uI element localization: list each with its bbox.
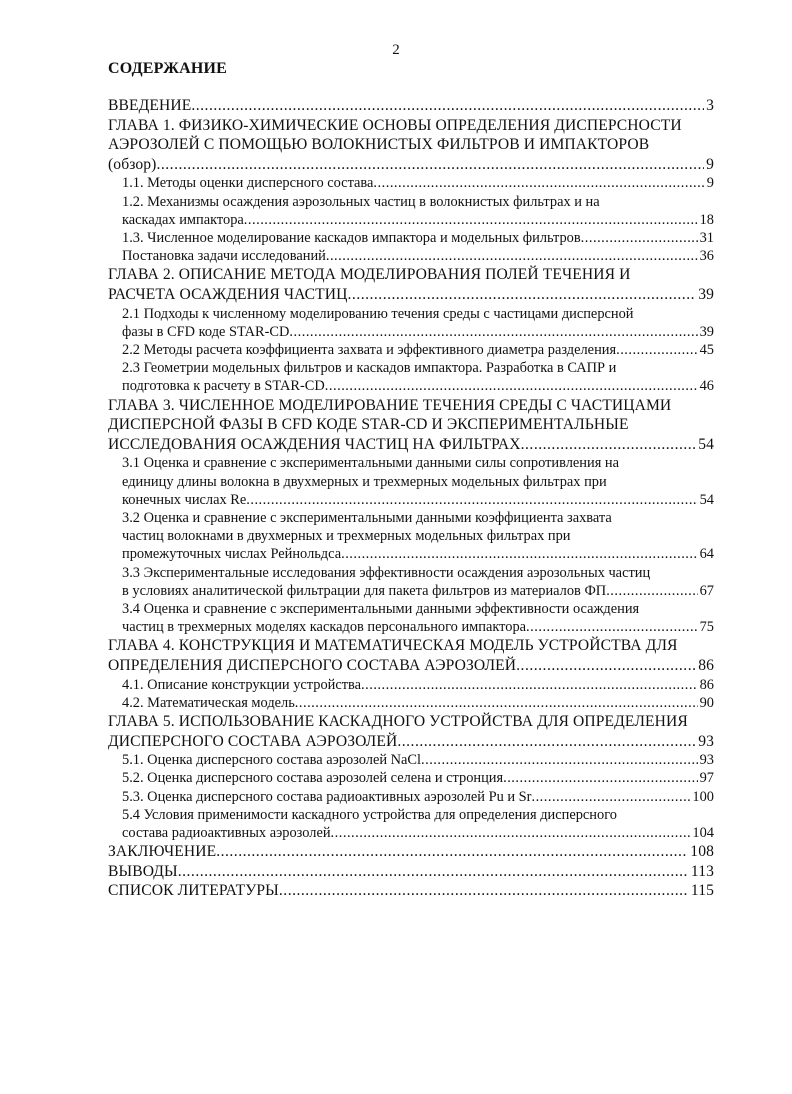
toc-entry — [108, 265, 714, 304]
toc-entry-text: частиц волокнами в двухмерных и трехмерных модельных фильтрах при — [122, 528, 571, 545]
toc-entry — [108, 564, 714, 600]
dot-leader — [503, 769, 698, 787]
dot-leader — [397, 732, 696, 752]
toc-entry-text: 1.3. Численное моделирование каскадов импактора и модельных фильтров — [122, 229, 581, 246]
toc-entry-page-number: 113 — [690, 862, 714, 880]
toc-entry-page-number: 18 — [699, 211, 714, 228]
dot-leader — [191, 96, 704, 116]
toc-entry-text: ДИСПЕРСНОГО СОСТАВА АЭРОЗОЛЕЙ — [108, 732, 398, 750]
dot-leader — [325, 377, 698, 395]
toc-entry-leader-line — [122, 751, 714, 769]
toc-entry-text: ГЛАВА 4. КОНСТРУКЦИЯ И МАТЕМАТИЧЕСКАЯ МОДЕЛЬ УСТРОЙСТВА ДЛЯ — [108, 637, 678, 655]
toc-entry-text: каскадах импактора — [122, 211, 244, 228]
toc-entry-text: ВЫВОДЫ — [108, 862, 178, 880]
toc-entry-text: 3.1 Оценка и сравнение с экспериментальными данными силы сопротивления на — [122, 455, 620, 472]
toc-entry — [108, 600, 714, 636]
toc-entry — [108, 96, 714, 116]
dot-leader — [279, 881, 689, 901]
dot-leader — [341, 545, 698, 563]
toc-entry-leader-line — [108, 862, 714, 882]
toc-entry — [108, 174, 714, 192]
toc-entry-leader-line — [122, 788, 714, 806]
toc-entry-text: ЗАКЛЮЧЕНИЕ — [108, 843, 217, 861]
toc-entry-leader-line — [108, 435, 714, 455]
toc-entry — [108, 193, 714, 229]
toc-entry-text: ГЛАВА 1. ФИЗИКО-ХИМИЧЕСКИЕ ОСНОВЫ ОПРЕДЕЛЕНИЯ ДИСПЕРСНОСТИ — [108, 116, 682, 134]
dot-leader — [326, 247, 698, 265]
toc-entry-leader-line — [122, 491, 714, 509]
toc-entry-text: 2.3 Геометрии модельных фильтров и каскадов импактора. Разработка в САПР и — [122, 360, 617, 377]
dot-leader — [526, 618, 698, 636]
toc-entry-page-number: 31 — [699, 229, 714, 246]
toc-entry — [108, 359, 714, 395]
toc-entry-text: фазы в CFD коде STAR-CD — [122, 323, 290, 340]
toc-entry-text: ОПРЕДЕЛЕНИЯ ДИСПЕРСНОГО СОСТАВА АЭРОЗОЛЕЙ — [108, 657, 517, 674]
toc-entry-leader-line — [108, 285, 714, 305]
dot-leader — [606, 582, 697, 600]
toc-entry-leader-line — [122, 211, 714, 229]
toc-entry-page-number: 64 — [699, 546, 714, 563]
toc-entry-text: АЭРОЗОЛЕЙ С ПОМОЩЬЮ ВОЛОКНИСТЫХ ФИЛЬТРОВ И ИМПАКТОРОВ — [108, 136, 650, 154]
toc-entry-leader-line — [108, 155, 714, 175]
toc-entry-text: ВВЕДЕНИЕ — [108, 97, 192, 114]
page-number: 2 — [392, 42, 400, 58]
toc-entry-leader-line — [122, 323, 714, 341]
toc-entry-leader-line — [122, 247, 714, 265]
toc-entry-page-number: 39 — [699, 323, 714, 340]
toc-entry — [108, 881, 714, 901]
toc-entry-leader-line — [122, 341, 714, 359]
toc-entry-page-number: 46 — [699, 378, 714, 395]
toc-entry — [108, 788, 714, 806]
toc-entry-page-number: 86 — [698, 657, 714, 674]
toc-entry-page-number: 86 — [699, 676, 714, 693]
toc-entry-leader-line — [122, 618, 714, 636]
toc-entry-text: (обзор) — [108, 155, 157, 173]
toc-entry-leader-line — [122, 582, 714, 600]
toc-entry-page-number: 100 — [692, 788, 714, 805]
toc-entry-text: 5.3. Оценка дисперсного состава радиоактивных аэрозолей Pu и Sr — [122, 788, 532, 805]
toc-entry-leader-line — [108, 842, 714, 862]
toc-entry-text: ИССЛЕДОВАНИЯ ОСАЖДЕНИЯ ЧАСТИЦ НА ФИЛЬТРАХ — [108, 435, 521, 453]
toc-entry-page-number: 90 — [699, 694, 714, 711]
dot-leader — [616, 341, 698, 359]
dot-leader — [361, 676, 698, 694]
dot-leader — [216, 842, 688, 862]
toc-entry-page-number: 54 — [699, 491, 714, 508]
dot-leader — [581, 229, 698, 247]
toc-entry-page-number: 108 — [690, 843, 714, 861]
dot-leader — [244, 211, 698, 229]
toc-entry-text: 4.2. Математическая модель — [122, 694, 295, 711]
toc-entry-text: в условиях аналитической фильтрации для пакета фильтров из материалов ФП — [122, 582, 607, 599]
toc-entry-text: 5.2. Оценка дисперсного состава аэрозолей селена и стронция — [122, 770, 504, 787]
toc-entry-text: 3.3 Экспериментальные исследования эффективности осаждения аэрозольных частиц — [122, 564, 651, 581]
dot-leader — [373, 174, 704, 192]
toc-entry-text: 5.4 Условия применимости каскадного устройства для определения дисперсного — [122, 806, 617, 823]
toc-entry-leader-line — [108, 732, 714, 752]
toc-entry-leader-line — [108, 881, 714, 901]
dot-leader — [348, 285, 697, 305]
dot-leader — [246, 491, 697, 509]
toc-entry-leader-line — [122, 174, 714, 192]
toc-entry-page-number: 39 — [698, 285, 714, 303]
toc-entry-text: состава радиоактивных аэрозолей — [122, 825, 331, 841]
toc-entry-page-number: 36 — [699, 248, 714, 265]
dot-leader — [178, 862, 689, 882]
toc-entry-leader-line — [108, 656, 714, 676]
toc-entry-leader-line — [122, 545, 714, 563]
toc-entry-leader-line — [122, 229, 714, 247]
toc-entry-leader-line — [122, 824, 714, 842]
dot-leader — [295, 694, 698, 712]
toc-entry-page-number: 45 — [699, 341, 714, 358]
toc-entry-leader-line — [122, 377, 714, 395]
toc-entry-text: ГЛАВА 5. ИСПОЛЬЗОВАНИЕ КАСКАДНОГО УСТРОЙСТВА ДЛЯ ОПРЕДЕЛЕНИЯ — [108, 713, 688, 730]
toc-entry-text: ГЛАВА 2. ОПИСАНИЕ МЕТОДА МОДЕЛИРОВАНИЯ ПОЛЕЙ ТЕЧЕНИЯ И — [108, 266, 631, 284]
toc-entry — [108, 229, 714, 247]
toc-entry-page-number: 115 — [690, 882, 714, 900]
toc-entry-page-number: 75 — [699, 619, 714, 636]
dot-leader — [289, 323, 697, 341]
toc-entry-text: Постановка задачи исследований — [122, 248, 326, 265]
dot-leader — [521, 435, 697, 455]
toc-title: СОДЕРЖАНИЕ — [108, 60, 228, 77]
toc-entry-page-number: 104 — [692, 825, 714, 841]
toc-entry-leader-line — [122, 769, 714, 787]
toc-entry-text: 1.1. Методы оценки дисперсного состава — [122, 175, 374, 192]
toc-entry-page-number: 9 — [706, 155, 714, 173]
toc-entry-leader-line — [122, 694, 714, 712]
toc-entry — [108, 712, 714, 751]
toc-entry-text: подготовка к расчету в STAR-CD — [122, 378, 325, 395]
toc-entry-page-number: 54 — [698, 435, 714, 453]
toc-entry-text: 1.2. Механизмы осаждения аэрозольных частиц в волокнистых фильтрах и на — [122, 193, 600, 210]
toc-entry-page-number: 93 — [698, 732, 714, 750]
toc-entry-text: ДИСПЕРСНОЙ ФАЗЫ В CFD КОДЕ STAR-CD И ЭКСПЕРИМЕНТАЛЬНЫЕ — [108, 416, 629, 434]
toc-entry-text: 3.2 Оценка и сравнение с экспериментальными данными коэффициента захвата — [122, 509, 612, 526]
toc-entry-text: ГЛАВА 3. ЧИСЛЕННОЕ МОДЕЛИРОВАНИЕ ТЕЧЕНИЯ СРЕДЫ С ЧАСТИЦАМИ — [108, 396, 672, 414]
toc-entry-text: 2.1 Подходы к численному моделированию течения среды с частицами дисперсной — [122, 305, 634, 322]
toc-entry-text: конечных числах Re — [122, 491, 247, 508]
toc-entry — [108, 806, 714, 842]
toc-entry — [108, 341, 714, 359]
toc-entry — [108, 769, 714, 787]
dot-leader — [516, 656, 696, 676]
toc-entry — [108, 396, 714, 455]
toc-entry-page-number: 3 — [706, 97, 714, 114]
toc-entry-text: 2.2 Методы расчета коэффициента захвата и эффективного диаметра разделения — [122, 341, 617, 358]
toc-entry-text: СПИСОК ЛИТЕРАТУРЫ — [108, 882, 279, 900]
toc-entry — [108, 247, 714, 265]
toc-entry — [108, 676, 714, 694]
toc-entry-page-number: 93 — [699, 752, 714, 769]
toc-entry-page-number: 97 — [699, 770, 714, 787]
toc-entry-text: 5.1. Оценка дисперсного состава аэрозолей NaCl — [122, 752, 422, 769]
toc-entry — [108, 694, 714, 712]
toc-entry-page-number: 9 — [706, 175, 714, 192]
toc-entry — [108, 454, 714, 509]
toc-entry — [108, 862, 714, 882]
toc-entry-leader-line — [108, 96, 714, 116]
toc-entry — [108, 636, 714, 675]
toc-entry — [108, 509, 714, 564]
toc-entry — [108, 751, 714, 769]
dot-leader — [331, 824, 691, 842]
toc-entry-text: РАСЧЕТА ОСАЖДЕНИЯ ЧАСТИЦ — [108, 285, 348, 303]
dot-leader — [531, 788, 690, 806]
toc-entry-page-number: 67 — [699, 582, 714, 599]
dot-leader — [421, 751, 698, 769]
toc-entry-text: промежуточных числах Рейнольдса — [122, 546, 342, 563]
toc-entry-text: 3.4 Оценка и сравнение с экспериментальными данными эффективности осаждения — [122, 601, 640, 617]
toc-entry — [108, 842, 714, 862]
toc-entry-text: единицу длины волокна в двухмерных и трехмерных модельных фильтрах при — [122, 473, 607, 490]
toc-entry-text: 4.1. Описание конструкции устройства — [122, 676, 362, 693]
toc-entry-text: частиц в трехмерных моделях каскадов персонального импактора — [122, 619, 527, 636]
toc-entry-leader-line — [122, 676, 714, 694]
table-of-contents — [108, 96, 714, 901]
dot-leader — [156, 155, 704, 175]
toc-entry — [108, 116, 714, 175]
toc-entry — [108, 305, 714, 341]
